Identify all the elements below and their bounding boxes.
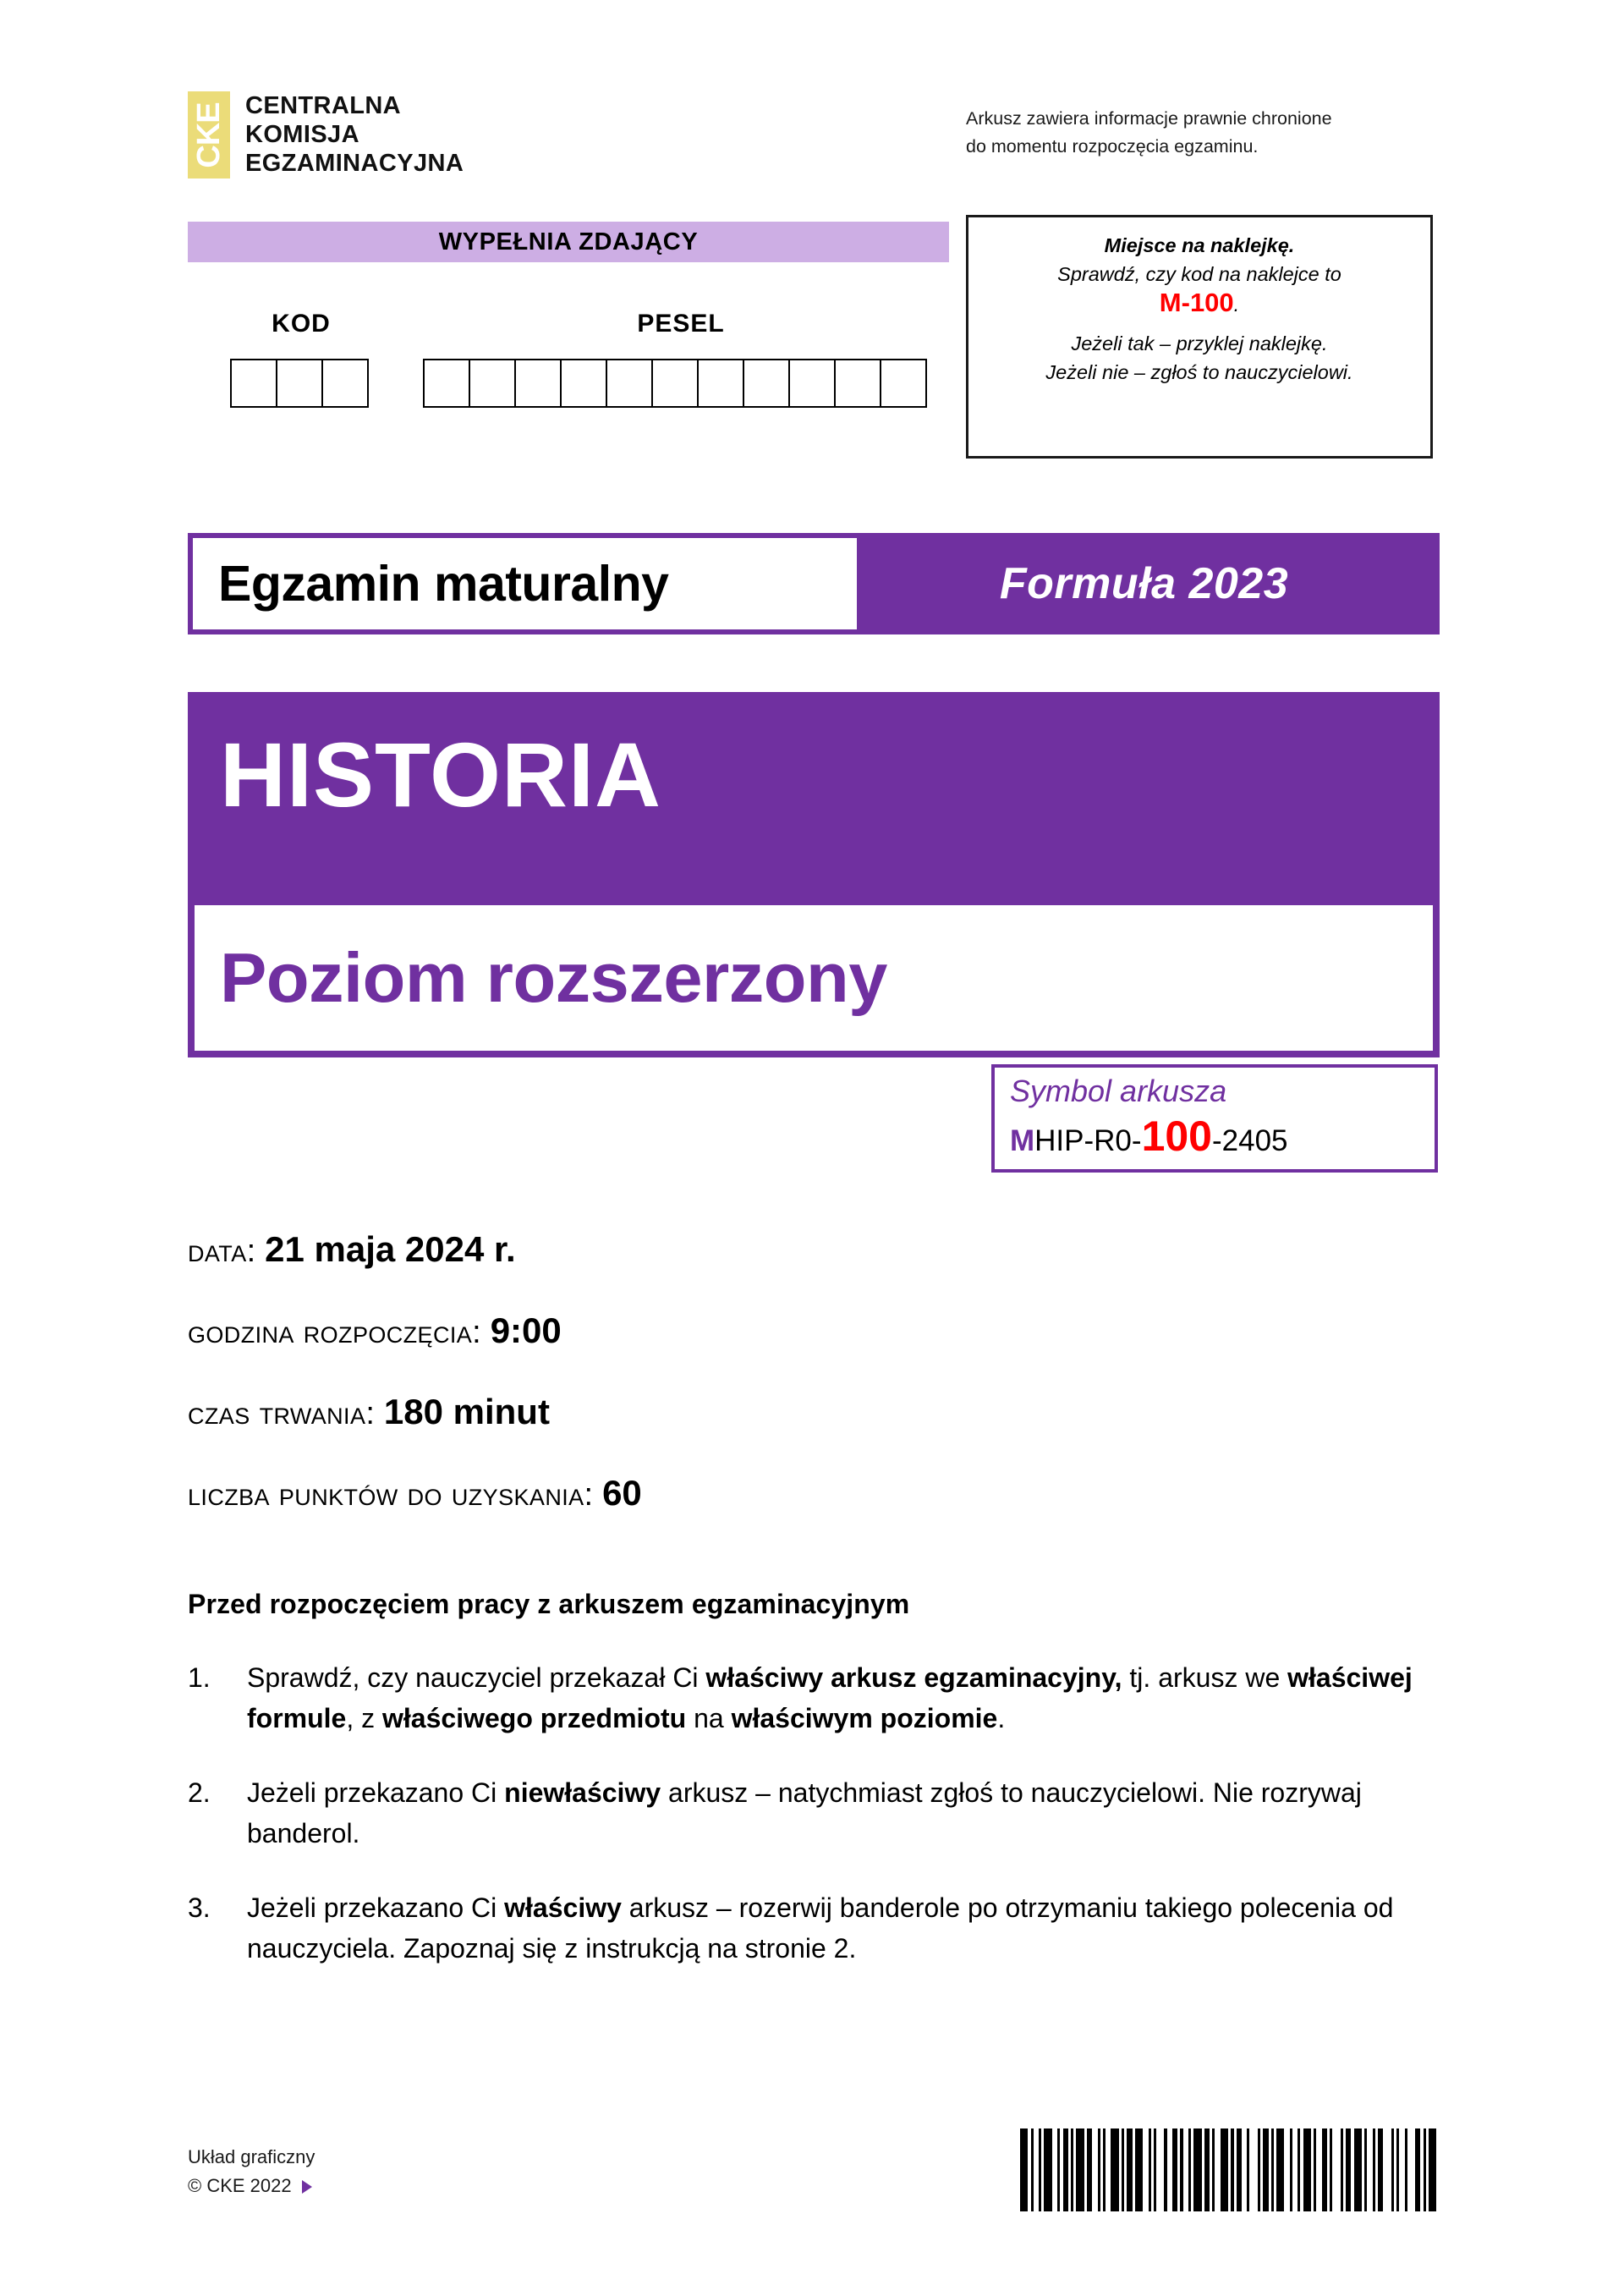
instruction-emphasis: właściwym poziomie xyxy=(731,1703,998,1733)
logo-line-1: CENTRALNA xyxy=(245,92,402,119)
sticker-line-4: Jeżeli tak – przyklej naklejkę. xyxy=(1071,332,1328,354)
instruction-text: Jeżeli przekazano Ci xyxy=(247,1777,505,1808)
footer-credit-line-1: Układ graficzny xyxy=(188,2146,315,2167)
subject-band xyxy=(188,692,1440,1057)
instruction-text: Jeżeli przekazano Ci xyxy=(247,1892,505,1923)
sticker-code-line xyxy=(979,288,1420,319)
logo-line-2: KOMISJA xyxy=(245,121,359,148)
code-cell[interactable] xyxy=(516,360,562,406)
barcode-bar xyxy=(1407,2128,1415,2211)
pesel-input-boxes[interactable] xyxy=(423,359,927,408)
sheet-symbol-box xyxy=(991,1064,1438,1173)
instruction-text: tj. arkusz we xyxy=(1122,1662,1288,1693)
sticker-line-2: Sprawdź, czy kod na naklejce to xyxy=(1057,263,1341,285)
instruction-item xyxy=(188,1887,1448,1969)
barcode-bar xyxy=(1354,2128,1362,2211)
code-cell[interactable] xyxy=(232,360,277,406)
barcode-bar xyxy=(1276,2128,1284,2211)
footer-credit-line-2-wrap xyxy=(188,2172,315,2200)
sticker-code-suffix: . xyxy=(1233,294,1240,316)
meta-date-value: 21 maja 2024 r. xyxy=(265,1229,516,1269)
sticker-placeholder-box xyxy=(966,215,1433,459)
instruction-item xyxy=(188,1772,1448,1854)
code-cell[interactable] xyxy=(881,360,925,406)
footer-credit-line-2: © CKE 2022 xyxy=(188,2175,292,2196)
sheet-symbol-title: Symbol arkusza xyxy=(1010,1074,1227,1108)
level-box xyxy=(195,905,1433,1051)
instructions-heading: Przed rozpoczęciem pracy z arkuszem egzaminacyjnym xyxy=(188,1589,910,1619)
exam-label-box xyxy=(193,538,857,629)
instruction-number: 3. xyxy=(188,1892,211,1923)
barcode-bar xyxy=(1076,2128,1084,2211)
barcode-bar xyxy=(1332,2128,1340,2211)
meta-points-value: 60 xyxy=(602,1473,642,1513)
cke-logo xyxy=(188,91,464,179)
instruction-text: . xyxy=(997,1703,1006,1733)
sticker-code: M-100 xyxy=(1159,288,1234,317)
instruction-emphasis: właściwy xyxy=(504,1892,622,1923)
legal-notice xyxy=(966,105,1440,161)
triangle-right-icon xyxy=(302,2180,312,2194)
cke-logo-mark-icon xyxy=(188,91,230,179)
meta-duration-value: 180 minut xyxy=(383,1392,550,1431)
code-cell[interactable] xyxy=(562,360,607,406)
page-header xyxy=(188,91,1440,193)
formula-label: Formuła 2023 xyxy=(999,559,1289,608)
logo-line-3: EGZAMINACYJNA xyxy=(245,150,464,177)
sheet-symbol-prefix: M xyxy=(1010,1124,1035,1157)
examinee-fills-label: WYPEŁNIA ZDAJĄCY xyxy=(438,228,699,255)
instructions-list xyxy=(188,1657,1448,1969)
barcode-bar xyxy=(1429,2128,1436,2211)
barcode-bar xyxy=(1436,2128,1439,2211)
instructions-section xyxy=(188,1589,1448,2002)
subject-title: HISTORIA xyxy=(220,723,662,826)
exam-title-band xyxy=(188,533,1440,634)
barcode-bar xyxy=(1249,2128,1257,2211)
instruction-emphasis: niewłaściwy xyxy=(504,1777,661,1808)
kod-input-boxes[interactable] xyxy=(230,359,369,408)
barcode-bar xyxy=(1303,2128,1311,2211)
instruction-text: Sprawdź, czy nauczyciel przekazał Ci xyxy=(247,1662,706,1693)
cke-logo-text xyxy=(245,91,464,178)
meta-date-line xyxy=(188,1210,1203,1291)
code-cell[interactable] xyxy=(277,360,323,406)
barcode-bar xyxy=(1156,2128,1164,2211)
code-cell[interactable] xyxy=(790,360,836,406)
barcode-bar xyxy=(1135,2128,1143,2211)
instruction-emphasis: właściwej formule xyxy=(247,1662,1413,1733)
sheet-symbol-middle: HIP-R0- xyxy=(1034,1124,1142,1157)
sheet-symbol-number: 100 xyxy=(1141,1112,1212,1160)
code-cell[interactable] xyxy=(470,360,516,406)
kod-label: KOD xyxy=(272,310,331,338)
meta-start-label: godzina rozpoczęcia: xyxy=(188,1315,482,1350)
barcode xyxy=(1020,2128,1440,2211)
meta-duration-line xyxy=(188,1372,1203,1453)
instruction-emphasis: właściwego przedmiotu xyxy=(382,1703,687,1733)
instruction-text: arkusz – rozerwij banderole po otrzymaniu takiego polecenia od nauczyciela. Zapoznaj się z instrukcją na stronie 2. xyxy=(247,1892,1394,1964)
sheet-symbol-suffix: -2405 xyxy=(1212,1124,1288,1157)
code-cell[interactable] xyxy=(744,360,790,406)
instruction-emphasis: właściwy arkusz egzaminacyjny, xyxy=(705,1662,1122,1693)
meta-start-value: 9:00 xyxy=(490,1310,562,1350)
meta-points-label: liczba punktów do uzyskania: xyxy=(188,1477,594,1513)
exam-label: Egzamin maturalny xyxy=(218,556,669,612)
barcode-bar xyxy=(1221,2128,1228,2211)
legal-notice-line-2: do momentu rozpoczęcia egzaminu. xyxy=(966,136,1259,157)
legal-notice-line-1: Arkusz zawiera informacje prawnie chronione xyxy=(966,108,1332,129)
meta-duration-label: czas trwania: xyxy=(188,1396,376,1431)
barcode-bar xyxy=(1111,2128,1118,2211)
instruction-number: 1. xyxy=(188,1662,211,1693)
code-cell[interactable] xyxy=(836,360,881,406)
instruction-text: arkusz – natychmiast zgłoś to nauczycielowi. Nie rozrywaj banderol. xyxy=(247,1777,1362,1848)
sticker-line-1: Miejsce na naklejkę. xyxy=(1104,234,1295,256)
barcode-bar xyxy=(1193,2128,1201,2211)
cke-logo-mark-text: CKE xyxy=(191,102,227,168)
instruction-text: , z xyxy=(346,1703,383,1733)
sticker-line-5: Jeżeli nie – zgłoś to nauczycielowi. xyxy=(1045,361,1353,383)
exam-meta-list xyxy=(188,1210,1203,1535)
code-cell[interactable] xyxy=(607,360,653,406)
sheet-symbol-code xyxy=(1010,1112,1435,1166)
code-cell[interactable] xyxy=(653,360,699,406)
barcode-bar xyxy=(1383,2128,1391,2211)
instruction-text: na xyxy=(686,1703,732,1733)
meta-points-line xyxy=(188,1453,1203,1535)
examinee-fills-band xyxy=(188,222,949,262)
barcode-bar xyxy=(1044,2128,1051,2211)
instruction-number: 2. xyxy=(188,1777,211,1808)
meta-date-label: data: xyxy=(188,1233,256,1269)
barcode-bar xyxy=(1020,2128,1028,2211)
formula-box xyxy=(857,533,1440,634)
footer-credit xyxy=(188,2143,315,2200)
code-cell[interactable] xyxy=(699,360,744,406)
level-label: Poziom rozszerzony xyxy=(220,938,887,1017)
code-cell[interactable] xyxy=(323,360,367,406)
instruction-item xyxy=(188,1657,1448,1738)
sticker-spacer xyxy=(979,319,1420,329)
code-cell[interactable] xyxy=(425,360,470,406)
pesel-label: PESEL xyxy=(637,310,725,338)
meta-start-line xyxy=(188,1291,1203,1372)
